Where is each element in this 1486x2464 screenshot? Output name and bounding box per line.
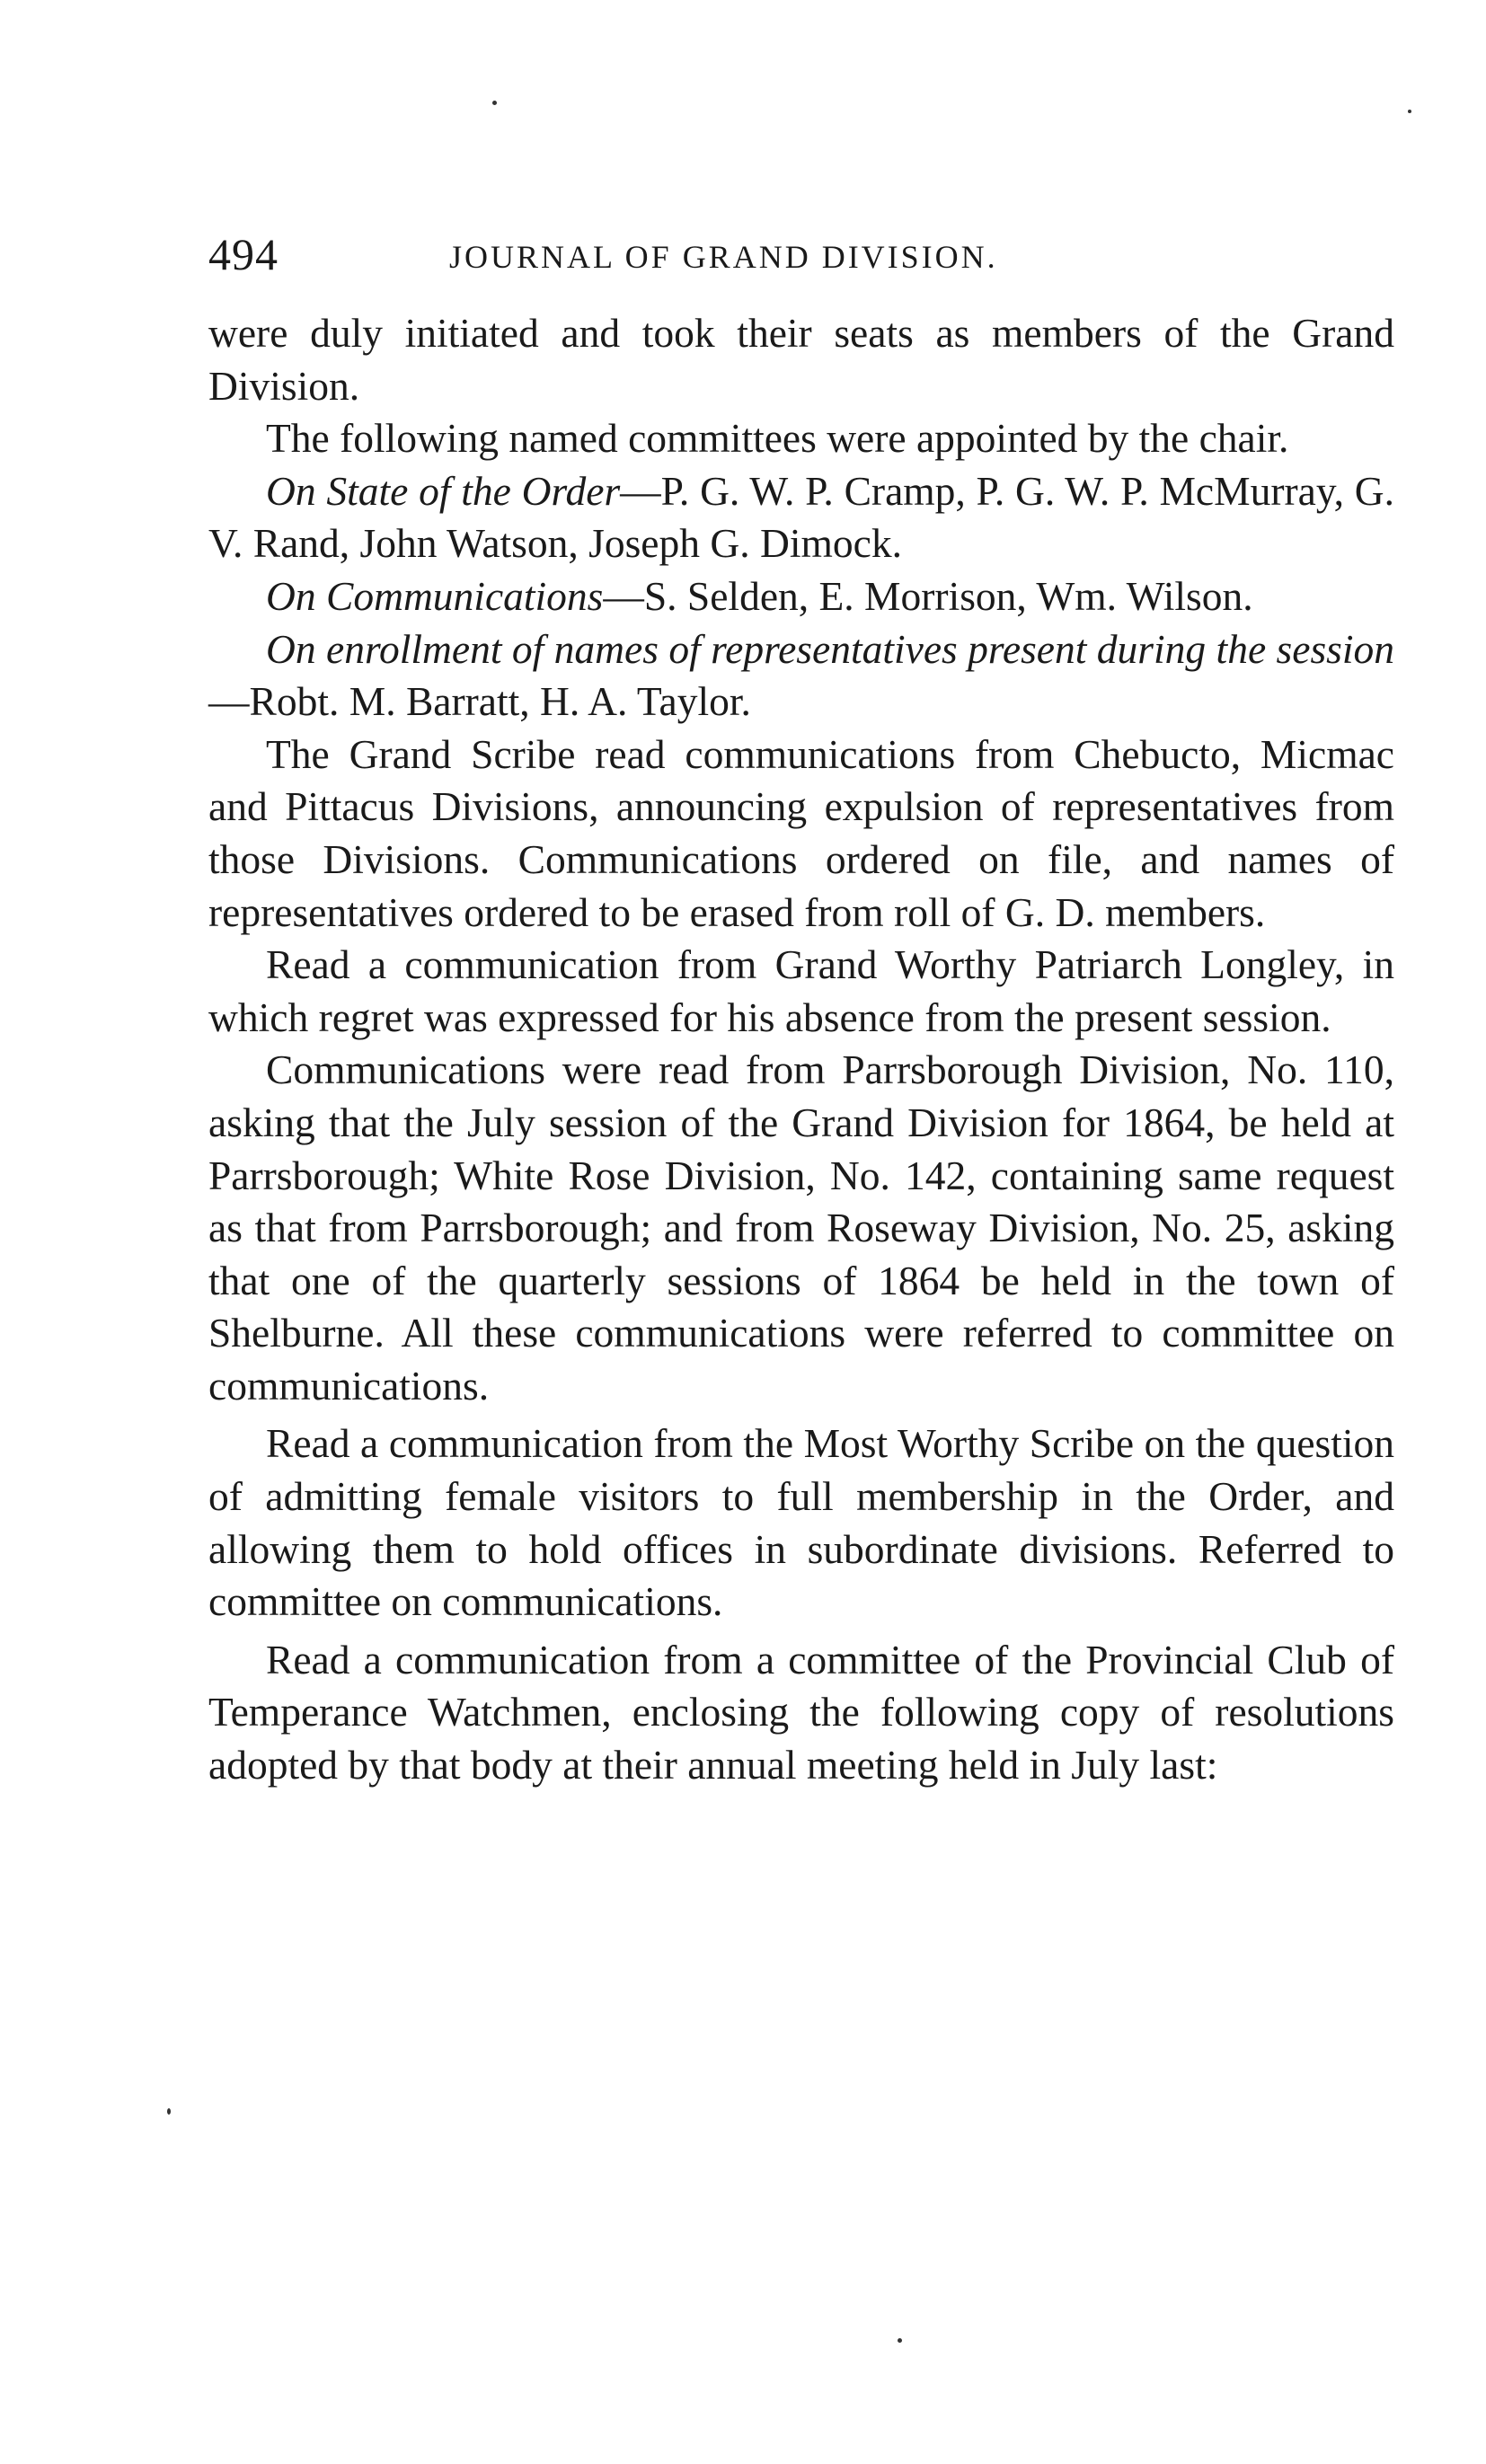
paragraph	[208, 1044, 1394, 1412]
paragraph-text: were duly initiated and took their seats as members of the Grand Division.	[208, 310, 1394, 409]
paragraph-text: Communications were read from Parrsborough Division, No. 110, asking that the July session of the Grand Division for 1864, be held at Parrsborough; White Rose Division, No. 142, containing same request as that from Parrsborough; and from Roseway Division, No. 25, asking that one of the quarterly sessions of 1864 be held in the town of Shelburne. All these communications were referred to committee on communications.	[208, 1047, 1394, 1409]
committee-paragraph	[208, 570, 1394, 623]
committee-members: —Robt. M. Barratt, H. A. Taylor.	[208, 678, 751, 725]
paragraph	[208, 1634, 1394, 1792]
committee-members: —P. G. W. P. Cramp, P. G. W. P. McMurray, G. V. Rand, John Watson, Joseph G. Dimock.	[208, 467, 1394, 567]
print-speck	[167, 2108, 171, 2115]
paragraph-text: Read a communication from a committee of the Provincial Club of Temperance Watchmen, enclosing the following copy of resolutions adopted by that body at their annual meeting held in July last:	[208, 1636, 1394, 1788]
paragraph	[208, 939, 1394, 1044]
print-speck	[898, 2338, 902, 2343]
running-title: JOURNAL OF GRAND DIVISION.	[449, 239, 998, 275]
paragraph-text: The following named committees were appointed by the chair.	[266, 415, 1289, 462]
paragraph	[208, 729, 1394, 939]
page-header	[208, 223, 1394, 286]
body-text	[208, 307, 1394, 1792]
print-speck	[1408, 110, 1411, 113]
committee-paragraph	[208, 465, 1394, 570]
committee-members: —S. Selden, E. Morrison, Wm. Wilson.	[603, 572, 1253, 619]
paragraph	[208, 307, 1394, 412]
committee-paragraph	[208, 623, 1394, 729]
paragraph	[208, 412, 1394, 465]
paragraph-text: Read a communication from Grand Worthy Patriarch Longley, in which regret was expressed for his absence from the present session.	[208, 941, 1394, 1040]
paragraph	[208, 1417, 1394, 1628]
page-number: 494	[208, 229, 279, 279]
print-speck	[492, 101, 497, 105]
committee-title: On enrollment of names of representatives present during the session	[266, 625, 1394, 672]
paragraph-text: The Grand Scribe read communications from Chebucto, Micmac and Pittacus Divisions, announcing expulsion of representatives from those Divisions. Communications ordered on file, and names of representatives ordered to be erased from roll of G. D. members.	[208, 730, 1394, 935]
committee-title: On State of the Order	[266, 467, 621, 514]
committee-title: On Communications	[266, 572, 604, 619]
paragraph-text: Read a communication from the Most Worthy Scribe on the question of admitting female visitors to full membership in the Order, and allowing them to hold offices in subordinate divisions. Referred to committee on communications.	[208, 1420, 1394, 1625]
